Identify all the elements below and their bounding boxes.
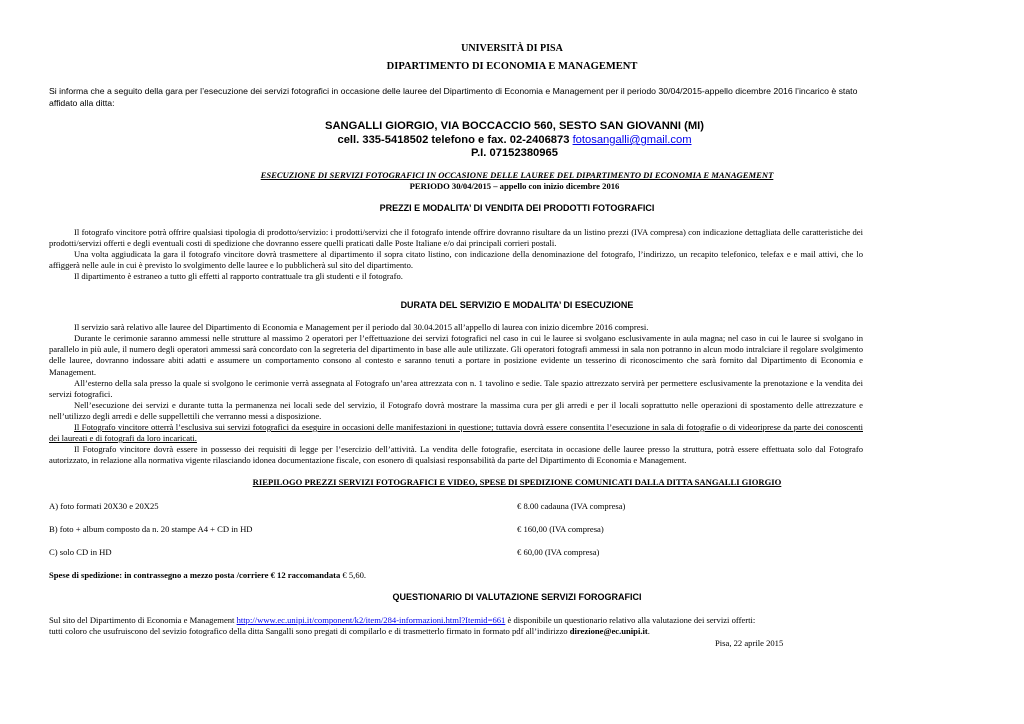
section2-paragraph-1: Il servizio sarà relativo alle lauree del Dipartimento di Economia e Management per il periodo dal 30.04.2015 all’appello di laurea con inizio dicembre 2016 compresi.	[74, 322, 649, 332]
contractor-vat: P.I. 07152380965	[471, 147, 558, 159]
subject-period: PERIODO 30/04/2015 – appello con inizio dicembre 2016	[409, 181, 620, 191]
survey-line2-tail: .	[647, 626, 650, 636]
subject-title: ESECUZIONE DI SERVIZI FOTOGRAFICI IN OCCASIONE DELLE LAUREE DEL DIPARTIMENTO DI ECONOMIA E MANAGEMENT	[260, 170, 774, 180]
prices-summary-title: RIEPILOGO PREZZI SERVIZI FOTOGRAFICI E VIDEO, SPESE DI SPEDIZIONE COMUNICATI DALLA DITTA SANGALLI GIORGIO	[252, 477, 782, 487]
price-item-b-price: € 160,00 (IVA compresa)	[517, 524, 604, 534]
contractor-email-link[interactable]: fotosangalli@gmail.com	[572, 134, 692, 146]
university-name-clipped: UNIVERSITÀ DI PISA	[461, 43, 563, 54]
department-title: DIPARTIMENTO DI ECONOMIA E MANAGEMENT	[386, 61, 638, 72]
section2-paragraph-5: Il Fotografo vincitore otterrà l’esclusiva sui servizi fotografici da eseguire in occasioni delle manifestazioni in questione; tuttavia dovrà essere consentita l’esecuzione in sala di fotografie o di videoriprese da parte dei conoscenti dei laureati e di fotografi da loro incaricati.	[49, 422, 863, 444]
shipping-costs-bold: Spese di spedizione: in contrassegno a mezzo posta /corriere € 12 raccomandata	[49, 570, 341, 580]
survey-email: direzione@ec.unipi.it	[569, 626, 648, 636]
survey-title: QUESTIONARIO DI VALUTAZIONE SERVIZI FOROGRAFICI	[392, 592, 642, 602]
survey-line-1	[49, 615, 755, 625]
survey-line1-text: Sul sito del Dipartimento di Economia e Management	[49, 615, 237, 625]
intro-paragraph: Si informa che a seguito della gara per l’esecuzione dei servizi fotografici in occasione delle lauree del Dipartimento di Economia e Management per il periodo 30/04/2015-appello dicembre 2016 l’incarico è stato affidato alla ditta:	[49, 86, 858, 108]
price-item-a-price: € 8.00 cadauna (IVA compresa)	[517, 501, 626, 511]
contractor-phone-line	[0, 134, 1024, 146]
price-item-b-label: B) foto + album composto da n. 20 stampe A4 + CD in HD	[49, 524, 253, 534]
contractor-phone: cell. 335-5418502 telefono e fax. 02-2406873	[337, 134, 573, 146]
section-prices-title: PREZZI E MODALITA’ DI VENDITA DEI PRODOTTI FOTOGRAFICI	[379, 203, 655, 213]
price-item-a-label: A) foto formati 20X30 e 20X25	[49, 501, 159, 511]
section2-paragraph-3: All’esterno della sala presso la quale si svolgono le cerimonie verrà assegnata al Fotografo un’area attrezzata con n. 1 tavolino e sedie. Tale spazio attrezzato servirà per permettere esclusivamente la prenotazione e la vendita dei servizi fotografici.	[49, 378, 863, 400]
survey-line2-text: tutti coloro che usufruiscono del sevizio fotografico della ditta Sangalli sono pregati di compilarlo e di trasmetterlo firmato in formato pdf all’indirizzo	[49, 626, 570, 636]
section1-paragraph-1: Il fotografo vincitore potrà offrire qualsiasi tipologia di prodotto/servizio: i prodotti/servizi che il fotografo intende offrire dovranno risultare da un listino prezzi (IVA compresa) con indicazione dettagliata delle caratteristiche dei prodotti/servizi offerti e degli eventuali costi di spedizione che dovranno essere quelli praticati dalle Poste Italiane e/o dai principali corrieri postali.	[49, 227, 863, 249]
shipping-costs-registered: € 5,60.	[340, 570, 367, 580]
section2-paragraph-4: Nell’esecuzione dei servizi e durante tutta la permanenza nei locali sede del servizio, il Fotografo dovrà mostrare la massima cura per gli arredi e per il locali soprattutto nelle operazioni di spostamento delle attrezzature e nell’utilizzo degli arredi e delle suppellettili che verranno messi a disposizione.	[49, 400, 863, 422]
survey-line1-tail: è disponibile un questionario relativo alla valutazione dei servizi offerti:	[505, 615, 756, 625]
section1-paragraph-2: Una volta aggiudicata la gara il fotografo vincitore dovrà trasmettere al dipartimento il sopra citato listino, con indicazione della denominazione del fotografo, l’indirizzo, un recapito telefonico, telefax e e mail attivi, che lo affiggerà nelle aule in cui è previsto lo svolgimento delle lauree e lo pubblicherà sul sito del dipartimento.	[49, 249, 863, 271]
survey-link[interactable]: http://www.ec.unipi.it/component/k2/item/284-informazioni.html?Itemid=661	[236, 615, 506, 625]
place-date: Pisa, 22 aprile 2015	[715, 638, 784, 648]
section1-paragraph-3: Il dipartimento è estraneo a tutto gli effetti al rapporto contrattuale tra gli studenti e il fotografo.	[74, 271, 403, 281]
contractor-name-address: SANGALLI GIORGIO, VIA BOCCACCIO 560, SESTO SAN GIOVANNI (MI)	[325, 120, 704, 132]
survey-line-2	[49, 626, 650, 636]
shipping-costs	[49, 570, 366, 580]
section-duration-title: DURATA DEL SERVIZIO E MODALITA’ DI ESECUZIONE	[400, 300, 634, 310]
section2-paragraph-2: Durante le cerimonie saranno ammessi nelle strutture al massimo 2 operatori per l’effettuazione dei servizi fotografici nel caso in cui le lauree si svolgano esclusivamente in aula magna; nel caso in cui le lauree si svolgano in parallelo in più aule, il numero degli operatori ammessi sarà concordato con la segreteria del dipartimento in base alle aule utilizzate. Gli operatori fotografi ammessi in sala non potranno in alcun modo intralciare il regolare svolgimento delle lauree, dovranno indossare abiti adatti e assumere un comportamento consono al contesto e saranno tenuti a portare in posizione evidente un tesserino di riconoscimento che sarà fornito dal Dipartimento di Economia e Management.	[49, 333, 863, 377]
price-item-c-label: C) solo CD in HD	[49, 547, 112, 557]
price-item-c-price: € 60,00 (IVA compresa)	[517, 547, 600, 557]
section2-paragraph-6: Il Fotografo vincitore dovrà essere in possesso dei requisiti di legge per l’esercizio dell’attività. La vendita delle fotografie, esercitata in occasione delle lauree presso la struttura, potrà essere effettuata solo dal Fotografo autorizzato, in relazione alla normativa vigente rilasciando idonea documentazione fiscale, con esonero di qualsiasi responsabilità da parte del Dipartimento di Economia e Management.	[49, 444, 863, 466]
